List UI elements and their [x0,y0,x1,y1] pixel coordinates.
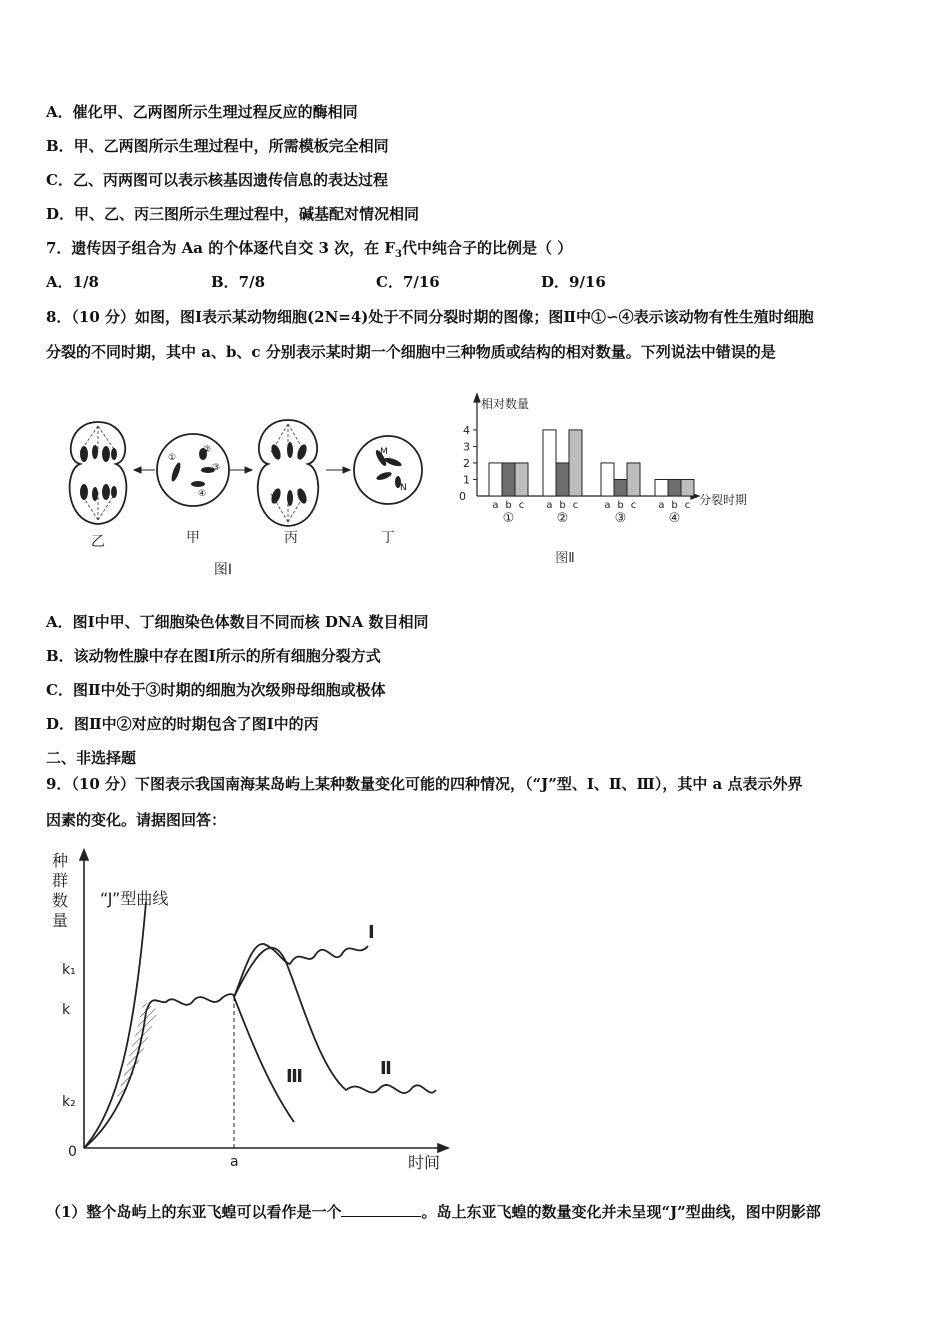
bar-4-c [681,479,694,496]
curve-label-1: Ⅰ [368,922,375,943]
bar-3-c [627,463,640,496]
label-bing: 丙 [284,530,298,546]
bar-sub-label: b [671,500,678,511]
label-yi: 乙 [91,534,105,550]
y-tick-label: 2 [463,456,470,470]
bar-2-c [569,430,582,496]
q6-option-c: C．乙、丙两图可以表示核基因遗传信息的表达过程 [46,171,388,189]
letter-m: M [380,447,388,457]
chrom-label-4: ④ [198,489,207,499]
x-axis-label: 分裂时期 [699,493,748,507]
q7-stem-sub: 3 [395,249,402,260]
y-tick-label: 1 [463,473,470,487]
curve-origin: 0 [68,1144,77,1160]
q7-option-a: A．1/8 [46,273,99,291]
bar-4-b [668,479,681,496]
bar-sub-label: a [604,500,611,511]
y-tick-label: 3 [463,440,470,454]
category-label: ② [556,511,569,526]
letter-n: N [400,483,407,493]
y-tick-label: 4 [463,423,470,437]
curve-3 [234,997,294,1122]
q7-option-c: C．7/16 [376,273,440,291]
q9-sub1-a: （1）整个岛屿上的东亚飞蝗可以看作是一个 [46,1203,342,1221]
chrom-label-3: ③ [212,463,221,473]
q7-stem-a: 7．遗传因子组合为 Aa 的个体逐代自交 3 次，在 F [46,239,395,257]
curve-label-3: Ⅲ [286,1066,304,1087]
bar-1-b [502,463,515,496]
bar-sub-label: c [518,500,525,511]
curve-1 [234,944,368,997]
category-label: ① [502,511,515,526]
y-label-char-4: 量 [51,911,69,930]
q8-option-b: B．该动物性腺中存在图Ⅰ所示的所有细胞分裂方式 [46,647,381,665]
q8-option-d: D．图Ⅱ中②对应的时期包含了图Ⅰ中的丙 [46,715,319,733]
bar-sub-label: b [505,500,512,511]
y-label-char-2: 群 [51,871,69,890]
q9-sub1-b: 。岛上东亚飞蝗的数量变化并未呈现“J”型曲线，图中阴影部 [421,1203,821,1221]
j-curve-label: “J”型曲线 [100,889,169,908]
bar-sub-label: c [572,500,579,511]
figure-1-cells [58,392,438,588]
bar-sub-label: a [492,500,499,511]
bar-4-a [655,479,668,496]
label-ding: 丁 [381,530,395,546]
bar-sub-label: c [630,500,637,511]
answer-blank[interactable] [341,1202,421,1217]
figure-1-caption: 图Ⅰ [213,562,233,578]
bar-3-a [601,463,614,496]
q6-option-a: A．催化甲、乙两图所示生理过程反应的酶相同 [46,103,358,121]
y-tick-k: k [62,1002,71,1018]
x-axis-label-time: 时间 [408,1153,441,1172]
bar-1-a [489,463,502,496]
y-tick-k1: k₁ [62,962,76,978]
bar-sub-label: a [546,500,553,511]
figure-2-bar-chart [455,392,765,572]
q7-options [46,272,606,292]
y-tick-k2: k₂ [62,1094,76,1110]
q7-stem-b: 代中纯合子的比例是（ ） [401,239,573,257]
bar-sub-label: a [658,500,665,511]
q6-option-d: D．甲、乙、丙三图所示生理过程中，碱基配对情况相同 [46,205,420,223]
y-label-char-3: 数 [51,891,69,910]
y-axis-label: 相对数量 [481,397,530,411]
bar-sub-label: c [684,500,691,511]
q6-option-b: B．甲、乙两图所示生理过程中，所需模板完全相同 [46,137,389,155]
bar-2-a [543,430,556,496]
section-2-heading: 二、非选择题 [46,749,137,767]
label-jia: 甲 [186,530,200,546]
figure-population-curves [46,842,466,1177]
curve-label-2: Ⅱ [380,1058,392,1079]
y-label-char-1: 种 [51,851,69,870]
category-label: ④ [668,511,681,526]
figure-2-caption: 图Ⅱ [555,551,575,566]
chrom-label-2: ② [203,445,212,455]
chrom-label-1: ① [168,453,177,463]
q9-sub1 [46,1202,821,1222]
q7-option-b: B．7/8 [211,273,266,291]
q8-option-c: C．图Ⅱ中处于③时期的细胞为次级卵母细胞或极体 [46,681,386,699]
bar-1-c [515,463,528,496]
q7-option-d: D．9/16 [541,273,606,291]
bar-3-b [614,479,627,496]
bar-sub-label: b [559,500,566,511]
a-label: a [230,1154,239,1170]
q8-option-a: A．图Ⅰ中甲、丁细胞染色体数目不同而核 DNA 数目相同 [46,613,429,631]
q7-stem [46,238,572,265]
q9-stem-line1: 9．（10 分）下图表示我国南海某岛屿上某种数量变化可能的四种情况，（“J”型、Ⅰ、Ⅱ、Ⅲ），其中 a 点表示外界 [46,775,803,793]
q8-stem-line1: 8．（10 分）如图，图Ⅰ表示某动物细胞(2N=4)处于不同分裂时期的图像；图Ⅱ中①∽④表示该动物有性生殖时细胞 [46,308,814,326]
q8-stem-line2: 分裂的不同时期，其中 a、b、c 分别表示某时期一个细胞中三种物质或结构的相对数量。下列说法中错误的是 [46,343,776,361]
y-origin: 0 [459,490,466,503]
bar-sub-label: b [617,500,624,511]
shaded-area [116,1002,158,1100]
s-curve [84,994,234,1148]
category-label: ③ [614,511,627,526]
bar-2-b [556,463,569,496]
cell-ding [354,436,422,504]
q9-stem-line2: 因素的变化。请据图回答： [46,811,227,829]
